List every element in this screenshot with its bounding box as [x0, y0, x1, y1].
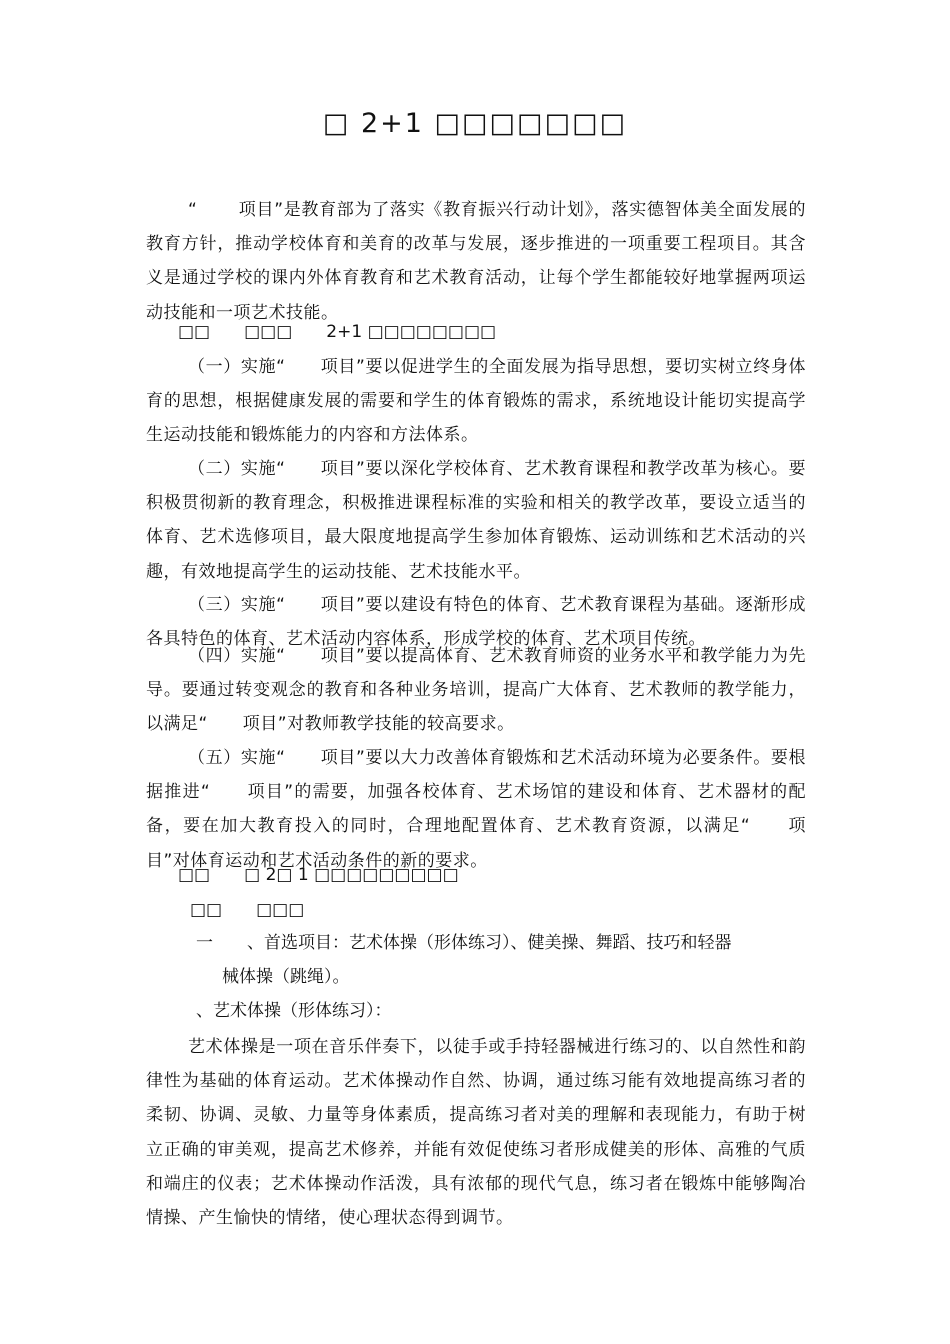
intro-paragraph: “ 项目”是教育部为了落实《教育振兴行动计划》，落实德智体美全面发展的教育方针，推动学校体育和美育的改革与发展，逐步推进的一项重要工程项目。其含义是通过学校的课内外体育教育和艺术教育活动，让每个学生都能较好地掌握两项运动技能和一项艺术技能。	[146, 200, 806, 323]
section-heading-principles: □□ □□□ 2+1 □□□□□□□□	[178, 322, 497, 342]
list-item-line-2: 械体操（跳绳）。	[222, 967, 350, 987]
section-heading-projects: □□ □ 2□ 1 □□□□□□□□□	[178, 865, 459, 885]
principle-item-5: （五）实施“ 项目”要以大力改善体育锻炼和艺术活动环境为必要条件。要根据推进“ 项目”的需要，加强各校体育、艺术场馆的建设和体育、艺术器材的配备，要在加大教育投入的同时，合理地配置体育、艺术教育资源，以满足“ 项目”对体育运动和艺术活动条件的新的要求。	[146, 748, 806, 871]
subsection-heading: □□ □□□	[190, 900, 305, 920]
document-title: □ 2+1 □□□□□□□	[322, 108, 628, 139]
principle-item-1: （一）实施“ 项目”要以促进学生的全面发展为指导思想，要切实树立终身体育的思想，根据健康发展的需要和学生的体育锻炼的需求，系统地设计能切实提高学生运动技能和锻炼能力的内容和方法体系。	[146, 357, 806, 446]
principle-item-4: （四）实施“ 项目”要以提高体育、艺术教育师资的业务水平和教学能力为先导。要通过转变观念的教育和各种业务培训，提高广大体育、艺术教师的教学能力，以满足“ 项目”对教师教学技能的较高要求。	[146, 646, 806, 735]
list-item-line-1: 一 、首选项目：艺术体操（形体练习）、健美操、舞蹈、技巧和轻器	[196, 933, 732, 953]
art-gymnastics-paragraph: 艺术体操是一项在音乐伴奏下，以徒手或手持轻器械进行练习的、以自然性和韵律性为基础的体育运动。艺术体操动作自然、协调，通过练习能有效地提高练习者的柔韧、协调、灵敏、力量等身体素质，提高练习者对美的理解和表现能力，有助于树立正确的审美观，提高艺术修养，并能有效促使练习者形成健美的形体、高雅的气质和端庄的仪表；艺术体操动作活泼，具有浓郁的现代气息，练习者在锻炼中能够陶冶情操、产生愉快的情绪，使心理状态得到调节。	[146, 1037, 806, 1229]
sub-item-heading: 、艺术体操（形体练习）：	[196, 1001, 392, 1021]
principle-item-2: （二）实施“ 项目”要以深化学校体育、艺术教育课程和教学改革为核心。要积极贯彻新的教育理念，积极推进课程标准的实验和相关的教学改革，要设立适当的体育、艺术选修项目，最大限度地提高学生参加体育锻炼、运动训练和艺术活动的兴趣，有效地提高学生的运动技能、艺术技能水平。	[146, 459, 806, 582]
principle-item-3: （三）实施“ 项目”要以建设有特色的体育、艺术教育课程为基础。逐渐形成各具特色的体育、艺术活动内容体系，形成学校的体育、艺术项目传统。	[146, 595, 806, 650]
list-item-preferred-projects	[196, 926, 806, 994]
